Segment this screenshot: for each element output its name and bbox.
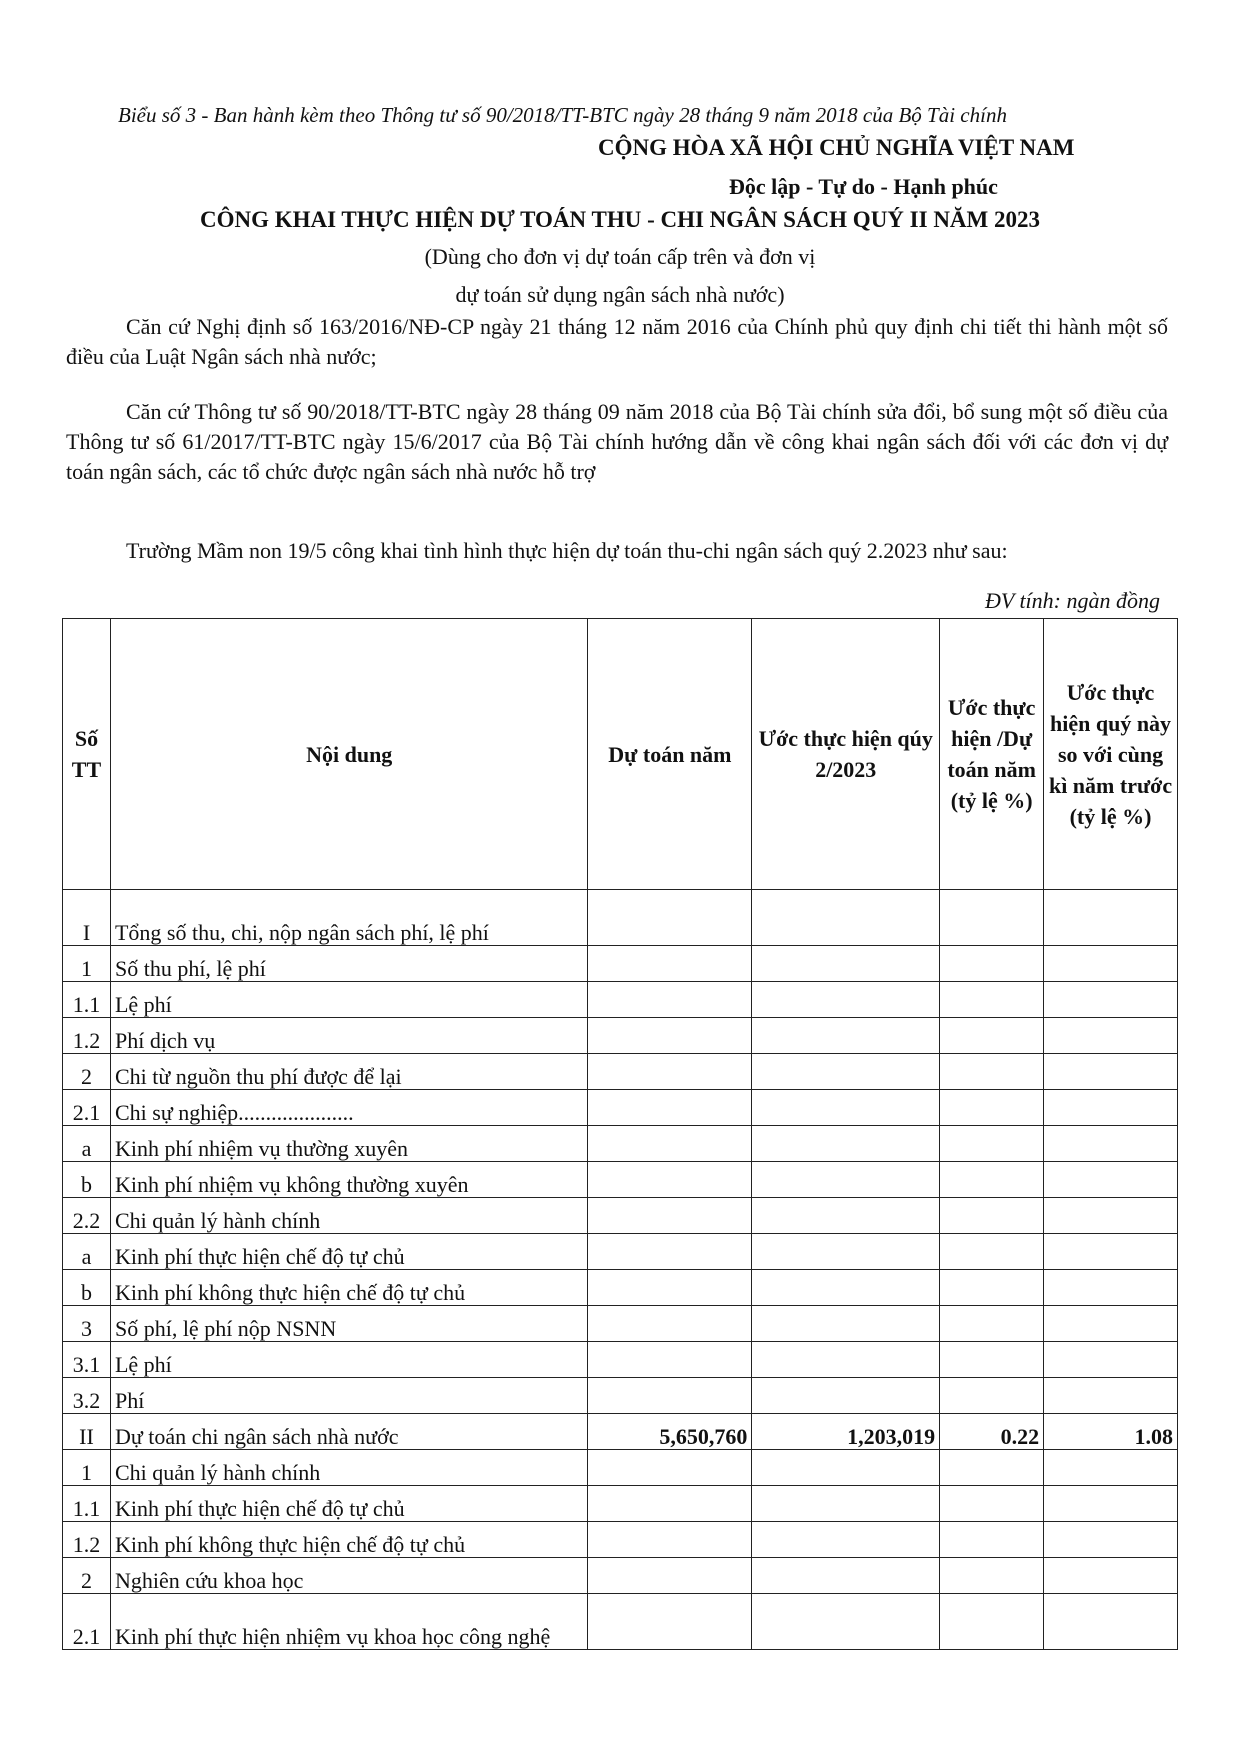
row-estimate <box>752 1594 940 1650</box>
row-ratio-prev <box>1044 1234 1178 1270</box>
row-ratio-budget <box>940 1450 1044 1486</box>
table-row <box>63 1306 1178 1342</box>
row-content: Chi quản lý hành chính <box>110 1450 587 1486</box>
row-budget <box>588 1234 752 1270</box>
row-ratio-budget <box>940 1306 1044 1342</box>
row-ratio-prev <box>1044 946 1178 982</box>
table-row <box>63 1450 1178 1486</box>
row-ratio-budget: 0.22 <box>940 1414 1044 1450</box>
row-content: Kinh phí thực hiện chế độ tự chủ <box>110 1234 587 1270</box>
table-row <box>63 890 1178 946</box>
row-estimate <box>752 1162 940 1198</box>
table-row <box>63 1486 1178 1522</box>
header-estimate-q2: Ước thực hiện qúy 2/2023 <box>752 619 940 890</box>
row-estimate <box>752 1018 940 1054</box>
row-ratio-budget <box>940 1522 1044 1558</box>
row-estimate <box>752 1450 940 1486</box>
header-ratio-budget: Ước thực hiện /Dự toán năm (tỷ lệ %) <box>940 619 1044 890</box>
table-row <box>63 946 1178 982</box>
row-estimate <box>752 890 940 946</box>
row-ratio-budget <box>940 1090 1044 1126</box>
row-stt: b <box>63 1162 111 1198</box>
row-budget <box>588 1342 752 1378</box>
row-content: Số thu phí, lệ phí <box>110 946 587 982</box>
row-estimate <box>752 946 940 982</box>
legal-basis-decree-text: Căn cứ Nghị định số 163/2016/NĐ-CP ngày 21 tháng 12 năm 2016 của Chính phủ quy định chi tiết thi hành một số điều của Luật Ngân sách nhà nước; <box>66 314 1168 369</box>
row-content: Nghiên cứu khoa học <box>110 1558 587 1594</box>
row-content: Kinh phí nhiệm vụ không thường xuyên <box>110 1162 587 1198</box>
row-content: Lệ phí <box>110 1342 587 1378</box>
table-row <box>63 1270 1178 1306</box>
row-stt: 3.2 <box>63 1378 111 1414</box>
table-row <box>63 1198 1178 1234</box>
row-stt: 1 <box>63 1450 111 1486</box>
row-content: Phí dịch vụ <box>110 1018 587 1054</box>
row-budget <box>588 1198 752 1234</box>
row-stt: 1.2 <box>63 1522 111 1558</box>
row-stt: 2.1 <box>63 1594 111 1650</box>
row-estimate: 1,203,019 <box>752 1414 940 1450</box>
row-ratio-prev <box>1044 1522 1178 1558</box>
row-ratio-prev <box>1044 1450 1178 1486</box>
table-row <box>63 1594 1178 1650</box>
row-ratio-prev <box>1044 1558 1178 1594</box>
row-content: Kinh phí thực hiện chế độ tự chủ <box>110 1486 587 1522</box>
row-stt: I <box>63 890 111 946</box>
row-ratio-prev <box>1044 1594 1178 1650</box>
row-ratio-budget <box>940 1342 1044 1378</box>
row-budget <box>588 1018 752 1054</box>
row-stt: a <box>63 1234 111 1270</box>
row-ratio-prev <box>1044 1342 1178 1378</box>
row-estimate <box>752 1090 940 1126</box>
row-ratio-budget <box>940 1054 1044 1090</box>
document-subtitle-line2: dự toán sử dụng ngân sách nhà nước) <box>455 282 785 307</box>
table-row <box>63 1558 1178 1594</box>
row-estimate <box>752 1198 940 1234</box>
row-ratio-budget <box>940 1198 1044 1234</box>
row-budget <box>588 1054 752 1090</box>
row-stt: II <box>63 1414 111 1450</box>
row-ratio-budget <box>940 1162 1044 1198</box>
row-estimate <box>752 1306 940 1342</box>
national-motto: Độc lập - Tự do - Hạnh phúc <box>729 174 998 199</box>
row-ratio-budget <box>940 1126 1044 1162</box>
row-ratio-prev <box>1044 1306 1178 1342</box>
row-estimate <box>752 1342 940 1378</box>
row-estimate <box>752 1558 940 1594</box>
row-ratio-prev <box>1044 890 1178 946</box>
table-row <box>63 1162 1178 1198</box>
row-content: Dự toán chi ngân sách nhà nước <box>110 1414 587 1450</box>
row-stt: a <box>63 1126 111 1162</box>
row-stt: 3.1 <box>63 1342 111 1378</box>
row-content: Chi quản lý hành chính <box>110 1198 587 1234</box>
row-stt: 1.2 <box>63 1018 111 1054</box>
row-budget <box>588 1558 752 1594</box>
form-reference: Biểu số 3 - Ban hành kèm theo Thông tư số 90/2018/TT-BTC ngày 28 tháng 9 năm 2018 của Bộ Tài chính <box>118 103 1007 127</box>
row-budget <box>588 982 752 1018</box>
row-ratio-budget <box>940 982 1044 1018</box>
row-ratio-prev <box>1044 1090 1178 1126</box>
header-content: Nội dung <box>110 619 587 890</box>
row-budget <box>588 1162 752 1198</box>
row-budget <box>588 1450 752 1486</box>
table-header-row <box>63 619 1178 890</box>
row-budget <box>588 890 752 946</box>
table-row <box>63 1378 1178 1414</box>
legal-basis-circular-text: Căn cứ Thông tư số 90/2018/TT-BTC ngày 28 tháng 09 năm 2018 của Bộ Tài chính sửa đổi, bổ sung một số điều của Thông tư số 61/2017/TT-BTC ngày 15/6/2017 của Bộ Tài chính hướng dẫn về công khai ngân sách đối với các đơn vị dự toán ngân sách, các tổ chức được ngân sách nhà nước hỗ trợ <box>66 399 1168 484</box>
table-body <box>63 890 1178 1650</box>
table-row <box>63 1234 1178 1270</box>
row-ratio-budget <box>940 1558 1044 1594</box>
legal-basis-circular <box>66 397 1168 487</box>
header-budget-year: Dự toán năm <box>588 619 752 890</box>
row-budget <box>588 1270 752 1306</box>
document-title: CÔNG KHAI THỰC HIỆN DỰ TOÁN THU - CHI NGÂN SÁCH QUÝ II NĂM 2023 <box>200 207 1040 232</box>
row-stt: 2 <box>63 1558 111 1594</box>
row-budget <box>588 1126 752 1162</box>
row-ratio-prev <box>1044 1018 1178 1054</box>
table-row <box>63 1018 1178 1054</box>
row-content: Phí <box>110 1378 587 1414</box>
row-budget <box>588 946 752 982</box>
row-ratio-prev <box>1044 1486 1178 1522</box>
row-stt: 1 <box>63 946 111 982</box>
row-ratio-budget <box>940 890 1044 946</box>
row-ratio-budget <box>940 1594 1044 1650</box>
row-estimate <box>752 1378 940 1414</box>
row-ratio-budget <box>940 946 1044 982</box>
row-content: Số phí, lệ phí nộp NSNN <box>110 1306 587 1342</box>
row-content: Chi từ nguồn thu phí được để lại <box>110 1054 587 1090</box>
row-budget <box>588 1594 752 1650</box>
table-row <box>63 1414 1178 1450</box>
row-ratio-prev <box>1044 1378 1178 1414</box>
table-row <box>63 1126 1178 1162</box>
row-budget <box>588 1522 752 1558</box>
row-content: Lệ phí <box>110 982 587 1018</box>
table-row <box>63 982 1178 1018</box>
budget-table <box>62 618 1178 1650</box>
row-stt: 1.1 <box>63 1486 111 1522</box>
row-estimate <box>752 1522 940 1558</box>
row-estimate <box>752 1486 940 1522</box>
row-estimate <box>752 1270 940 1306</box>
row-stt: 2 <box>63 1054 111 1090</box>
header-ratio-prev: Ước thực hiện quý này so với cùng kì năm trước (tỷ lệ %) <box>1044 619 1178 890</box>
statement <box>66 536 1168 566</box>
row-ratio-prev <box>1044 1198 1178 1234</box>
row-stt: 3 <box>63 1306 111 1342</box>
row-ratio-prev: 1.08 <box>1044 1414 1178 1450</box>
row-ratio-budget <box>940 1270 1044 1306</box>
row-stt: 1.1 <box>63 982 111 1018</box>
row-content: Tổng số thu, chi, nộp ngân sách phí, lệ phí <box>110 890 587 946</box>
header-stt: Số TT <box>63 619 111 890</box>
row-stt: 2.2 <box>63 1198 111 1234</box>
row-estimate <box>752 1054 940 1090</box>
row-content: Kinh phí không thực hiện chế độ tự chủ <box>110 1522 587 1558</box>
national-title: CỘNG HÒA XÃ HỘI CHỦ NGHĨA VIỆT NAM <box>598 135 1075 160</box>
row-budget <box>588 1090 752 1126</box>
row-stt: b <box>63 1270 111 1306</box>
row-budget: 5,650,760 <box>588 1414 752 1450</box>
table-row <box>63 1342 1178 1378</box>
legal-basis-decree <box>66 312 1168 372</box>
table-row <box>63 1522 1178 1558</box>
row-estimate <box>752 1126 940 1162</box>
row-content: Kinh phí nhiệm vụ thường xuyên <box>110 1126 587 1162</box>
row-budget <box>588 1378 752 1414</box>
statement-text: Trường Mầm non 19/5 công khai tình hình thực hiện dự toán thu-chi ngân sách quý 2.2023 như sau: <box>126 538 1008 563</box>
row-ratio-prev <box>1044 1126 1178 1162</box>
document-subtitle-line1: (Dùng cho đơn vị dự toán cấp trên và đơn vị <box>424 244 816 269</box>
row-ratio-budget <box>940 1234 1044 1270</box>
row-estimate <box>752 982 940 1018</box>
row-content: Kinh phí không thực hiện chế độ tự chủ <box>110 1270 587 1306</box>
row-ratio-budget <box>940 1378 1044 1414</box>
row-ratio-prev <box>1044 1162 1178 1198</box>
row-stt: 2.1 <box>63 1090 111 1126</box>
row-ratio-budget <box>940 1018 1044 1054</box>
row-budget <box>588 1306 752 1342</box>
row-content: Chi sự nghiệp..................... <box>110 1090 587 1126</box>
row-estimate <box>752 1234 940 1270</box>
table-row <box>63 1054 1178 1090</box>
row-ratio-prev <box>1044 982 1178 1018</box>
row-ratio-prev <box>1044 1270 1178 1306</box>
table-row <box>63 1090 1178 1126</box>
row-ratio-prev <box>1044 1054 1178 1090</box>
row-content: Kinh phí thực hiện nhiệm vụ khoa học công nghệ <box>110 1594 587 1650</box>
unit-note: ĐV tính: ngàn đồng <box>985 588 1160 613</box>
row-ratio-budget <box>940 1486 1044 1522</box>
row-budget <box>588 1486 752 1522</box>
